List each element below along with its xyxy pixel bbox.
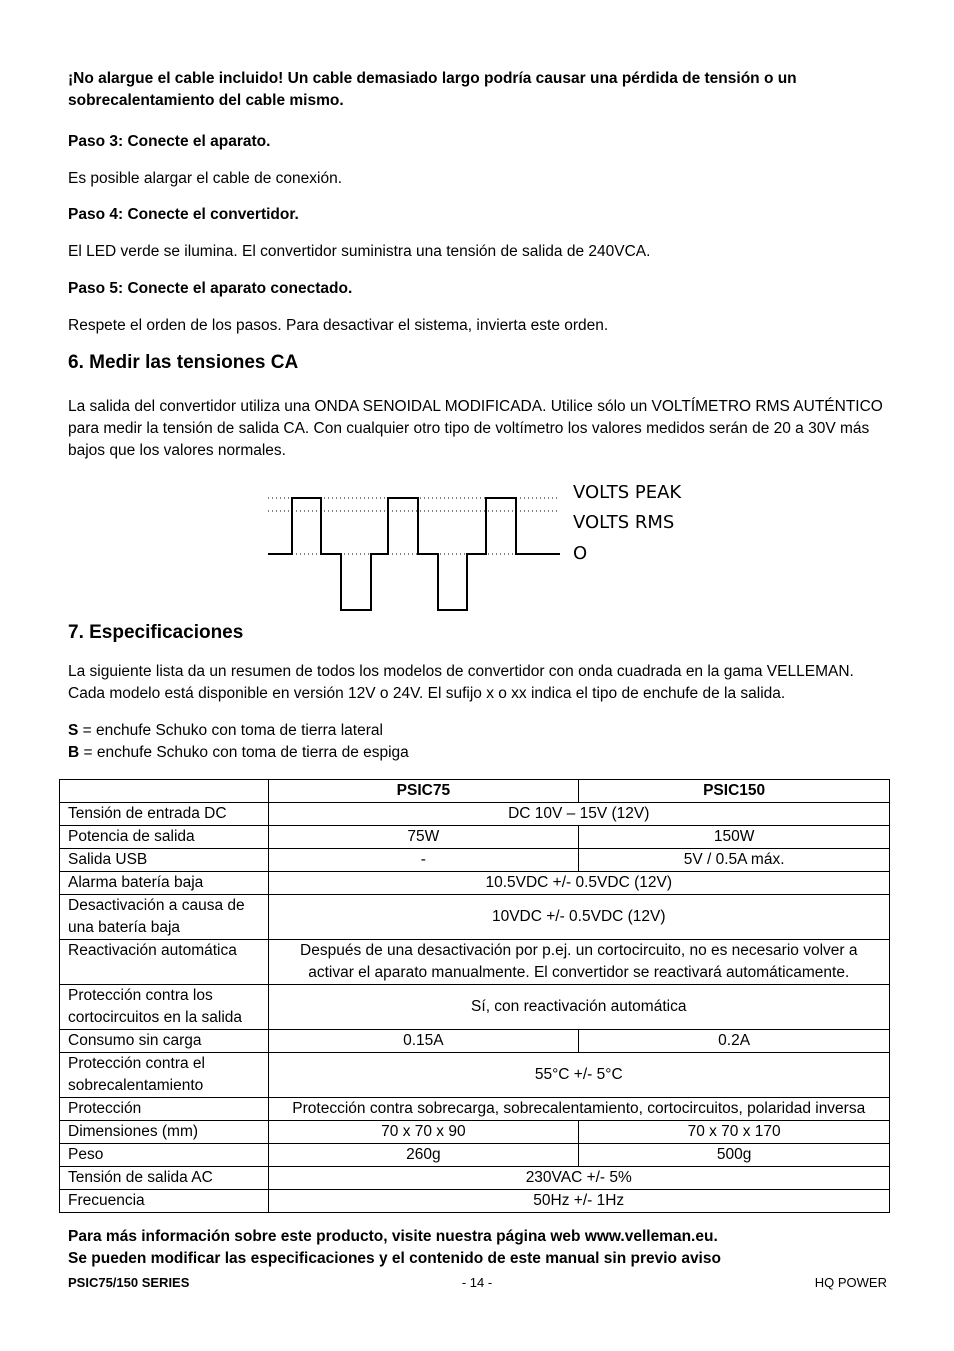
row-value: DC 10V – 15V (12V) [268, 803, 890, 826]
row-value-psic75: 0.15A [268, 1030, 579, 1053]
row-value-psic75: 70 x 70 x 90 [268, 1121, 579, 1144]
row-label: Tensión de entrada DC [60, 803, 269, 826]
table-row [60, 1030, 890, 1053]
row-value: 55°C +/- 5°C [268, 1053, 890, 1098]
row-label: Alarma batería baja [60, 872, 269, 895]
label-volts-rms: VOLTS RMS [573, 512, 675, 533]
row-value: 10VDC +/- 0.5VDC (12V) [268, 895, 890, 940]
table-row [60, 849, 890, 872]
step3-text: Es posible alargar el cable de conexión. [68, 170, 343, 187]
legend-s [68, 720, 890, 742]
row-label: Protección contra el sobrecalentamiento [60, 1053, 269, 1098]
row-value-psic150: 5V / 0.5A máx. [579, 849, 890, 872]
table-row [60, 940, 890, 985]
row-value: Después de una desactivación por p.ej. un cortocircuito, no es necesario volver a activar el aparato manualmente. El convertidor se reactivará automáticamente. [268, 940, 890, 985]
footer-info: Para más información sobre este producto, visite nuestra página web www.velleman.eu. [68, 1228, 718, 1245]
footer-notice: Se pueden modificar las especificaciones y el contenido de este manual sin previo aviso [68, 1250, 721, 1267]
row-value-psic75: 75W [268, 826, 579, 849]
footer-series: PSIC75/150 SERIES [68, 1275, 190, 1290]
row-label: Desactivación a causa de una batería baja [60, 895, 269, 940]
row-label: Tensión de salida AC [60, 1167, 269, 1190]
row-label: Dimensiones (mm) [60, 1121, 269, 1144]
step4-text: El LED verde se ilumina. El convertidor suministra una tensión de salida de 240VCA. [68, 243, 651, 260]
legend-b-text: = enchufe Schuko con toma de tierra de espiga [79, 744, 409, 761]
row-value-psic75: 260g [268, 1144, 579, 1167]
row-value-psic75: - [268, 849, 579, 872]
label-volts-peak: VOLTS PEAK [573, 482, 682, 503]
row-value-psic150: 0.2A [579, 1030, 890, 1053]
step5-title: Paso 5: Conecte el aparato conectado. [68, 280, 353, 297]
row-value: 50Hz +/- 1Hz [268, 1190, 890, 1213]
legend-b [68, 742, 890, 764]
table-row [60, 1121, 890, 1144]
table-row [60, 1053, 890, 1098]
step5-text: Respete el orden de los pasos. Para desactivar el sistema, invierta este orden. [68, 317, 609, 334]
page-number: - 14 - [461, 1275, 493, 1290]
header-psic75: PSIC75 [268, 780, 579, 803]
section7-paragraph: La siguiente lista da un resumen de todos los modelos de convertidor con onda cuadrada en la gama VELLEMAN. Cada modelo está disponible en versión 12V o 24V. El sufijo x o xx indica el tipo de enchufe de la salida. [68, 663, 854, 702]
spec-table [59, 779, 890, 1213]
warning-text: ¡No alargue el cable incluido! Un cable demasiado largo podría causar una pérdida de tensión o un sobrecalentamiento del cable mismo. [68, 70, 797, 109]
table-row [60, 803, 890, 826]
row-label: Potencia de salida [60, 826, 269, 849]
table-row [60, 1190, 890, 1213]
row-label: Protección [60, 1098, 269, 1121]
header-psic150: PSIC150 [579, 780, 890, 803]
row-label: Peso [60, 1144, 269, 1167]
table-row [60, 1144, 890, 1167]
section6-heading: 6. Medir las tensiones CA [68, 352, 299, 373]
row-label: Consumo sin carga [60, 1030, 269, 1053]
row-label: Protección contra los cortocircuitos en la salida [60, 985, 269, 1030]
table-row [60, 1098, 890, 1121]
table-header-row [60, 780, 890, 803]
row-label: Frecuencia [60, 1190, 269, 1213]
row-value-psic150: 500g [579, 1144, 890, 1167]
row-value-psic150: 150W [579, 826, 890, 849]
row-value: Protección contra sobrecarga, sobrecalentamiento, cortocircuitos, polaridad inversa [268, 1098, 890, 1121]
label-zero: O [573, 543, 588, 564]
legend-s-key: S [68, 722, 79, 739]
section6-paragraph: La salida del convertidor utiliza una ONDA SENOIDAL MODIFICADA. Utilice sólo un VOLTÍMETRO RMS AUTÉNTICO para medir la tensión de salida CA. Con cualquier otro tipo de voltímetro los valores medidos serán de 20 a 30V más bajos que los valores normales. [68, 398, 883, 459]
modified-sine-wave-figure [260, 478, 720, 618]
header-empty [60, 780, 269, 803]
step3-title: Paso 3: Conecte el aparato. [68, 133, 271, 150]
row-label: Salida USB [60, 849, 269, 872]
row-value: Sí, con reactivación automática [268, 985, 890, 1030]
legend-s-text: = enchufe Schuko con toma de tierra lateral [78, 722, 383, 739]
legend-b-key: B [68, 744, 80, 761]
waveform [268, 498, 560, 610]
row-value-psic150: 70 x 70 x 170 [579, 1121, 890, 1144]
table-row [60, 895, 890, 940]
row-value: 230VAC +/- 5% [268, 1167, 890, 1190]
table-row [60, 826, 890, 849]
step4-title: Paso 4: Conecte el convertidor. [68, 206, 299, 223]
table-row [60, 985, 890, 1030]
footer-brand: HQ POWER [814, 1275, 887, 1290]
row-label: Reactivación automática [60, 940, 269, 985]
table-row [60, 1167, 890, 1190]
row-value: 10.5VDC +/- 0.5VDC (12V) [268, 872, 890, 895]
table-row [60, 872, 890, 895]
section7-heading: 7. Especificaciones [68, 622, 244, 643]
